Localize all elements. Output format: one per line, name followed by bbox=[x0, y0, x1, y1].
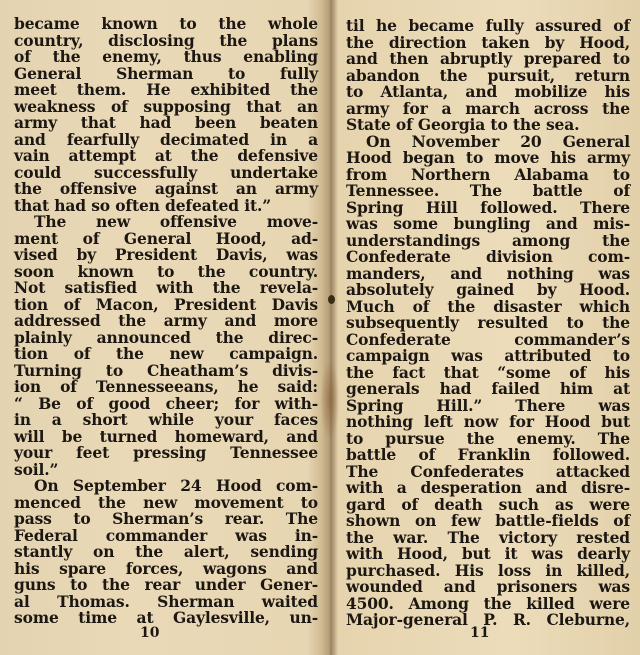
text-line: manders, and nothing was bbox=[346, 263, 630, 283]
text-line: soil.” bbox=[14, 459, 59, 479]
text-line: became known to the whole bbox=[14, 14, 318, 33]
text-line: that had so often defeated it.” bbox=[14, 195, 271, 215]
text-line: Much of the disaster which bbox=[346, 296, 630, 316]
right-page-text bbox=[346, 18, 630, 629]
text-line: wounded and prisoners was bbox=[346, 577, 630, 596]
text-line: “ Be of good cheer; for with- bbox=[14, 393, 318, 413]
text-line: tion of Macon, President Davis bbox=[14, 294, 318, 314]
text-line: in a short while your faces bbox=[14, 410, 318, 429]
text-line: his spare forces, wagons and bbox=[14, 558, 318, 578]
text-line: shown on few battle-fields of bbox=[346, 511, 630, 530]
text-line: country, disclosing the plans bbox=[14, 30, 318, 50]
text-line: til he became fully assured of bbox=[346, 16, 630, 35]
text-line: addressed the army and more bbox=[14, 311, 318, 330]
text-line: of the enemy, thus enabling bbox=[14, 47, 318, 66]
text-line: State of Georgia to the sea. bbox=[346, 115, 580, 134]
text-line: campaign was attributed to bbox=[346, 346, 630, 365]
text-line: with Hood, but it was dearly bbox=[346, 544, 630, 563]
text-line: ment of General Hood, ad- bbox=[14, 228, 318, 248]
text-line: some time at Gaylesville, un- bbox=[14, 608, 318, 627]
text-line: The Confederates attacked bbox=[346, 461, 630, 481]
text-line: 4500. Among the killed were bbox=[346, 593, 630, 613]
text-line: On November 20 General bbox=[366, 131, 630, 151]
text-line: could successfully undertake bbox=[14, 162, 318, 182]
text-line: vain attempt at the defensive bbox=[14, 146, 318, 165]
text-line: to Atlanta, and mobilize his bbox=[346, 82, 630, 101]
text-line: stantly on the alert, sending bbox=[14, 542, 318, 561]
text-line: from Northern Alabama to bbox=[346, 164, 630, 184]
text-line: al Thomas. Sherman waited bbox=[14, 591, 318, 611]
text-line: will be turned homeward, and bbox=[14, 426, 318, 446]
text-line: gard of death such as were bbox=[346, 494, 630, 514]
text-line: The new offensive move- bbox=[34, 212, 318, 231]
text-line: meet them. He exhibited the bbox=[14, 80, 318, 99]
text-line: On September 24 Hood com- bbox=[34, 476, 318, 495]
right-page-number: 11 bbox=[470, 625, 490, 641]
text-line: General Sherman to fully bbox=[14, 63, 318, 83]
text-line: purchased. His loss in killed, bbox=[346, 560, 630, 580]
text-line: was some bungling and mis- bbox=[346, 214, 630, 233]
text-line: Confederate division com- bbox=[346, 247, 630, 266]
text-line: Major-general P. R. Cleburne, bbox=[346, 610, 630, 629]
right-page bbox=[332, 6, 640, 655]
text-line: Federal commander was in- bbox=[14, 525, 318, 545]
text-line: the direction taken by Hood, bbox=[346, 32, 630, 52]
text-line: to pursue the enemy. The bbox=[346, 428, 630, 448]
text-line: Spring Hill followed. There bbox=[346, 197, 630, 217]
text-line: Spring Hill.” There was bbox=[346, 395, 630, 415]
text-line: and then abruptly prepared to bbox=[346, 49, 630, 68]
text-line: battle of Franklin followed. bbox=[346, 445, 630, 464]
left-page bbox=[0, 6, 326, 655]
left-page-text bbox=[14, 16, 318, 627]
text-line: the war. The victory rested bbox=[346, 527, 630, 547]
text-line: Turning to Cheatham’s divis- bbox=[14, 360, 318, 380]
text-line: generals had failed him at bbox=[346, 379, 630, 398]
text-line: your feet pressing Tennessee bbox=[14, 443, 318, 462]
text-line: army that had been beaten bbox=[14, 113, 318, 132]
text-line: Tennessee. The battle of bbox=[346, 181, 630, 200]
text-line: Not satisfied with the revela- bbox=[14, 278, 318, 297]
text-line: Confederate commander’s bbox=[346, 329, 630, 349]
text-line: weakness of supposing that an bbox=[14, 96, 318, 116]
text-line: army for a march across the bbox=[346, 98, 630, 118]
text-line: absolutely gained by Hood. bbox=[346, 280, 630, 299]
text-line: menced the new movement to bbox=[14, 492, 318, 512]
text-line: the offensive against an army bbox=[14, 179, 318, 198]
text-line: tion of the new campaign. bbox=[14, 344, 318, 363]
text-line: soon known to the country. bbox=[14, 261, 318, 281]
text-line: and fearfully decimated in a bbox=[14, 129, 318, 149]
text-line: plainly announced the direc- bbox=[14, 327, 318, 347]
text-line: Hood began to move his army bbox=[346, 148, 630, 167]
text-line: the fact that “some of his bbox=[346, 362, 630, 382]
text-line: subsequently resulted to the bbox=[346, 313, 630, 332]
text-line: with a desperation and disre- bbox=[346, 478, 630, 497]
text-line: guns to the rear under Gener- bbox=[14, 575, 318, 594]
left-page-number: 10 bbox=[140, 625, 160, 641]
text-line: abandon the pursuit, return bbox=[346, 65, 630, 85]
text-line: understandings among the bbox=[346, 230, 630, 250]
text-line: ion of Tennesseeans, he said: bbox=[14, 377, 318, 396]
text-line: nothing left now for Hood but bbox=[346, 412, 630, 431]
text-line: vised by President Davis, was bbox=[14, 245, 318, 264]
text-line: pass to Sherman’s rear. The bbox=[14, 509, 318, 528]
